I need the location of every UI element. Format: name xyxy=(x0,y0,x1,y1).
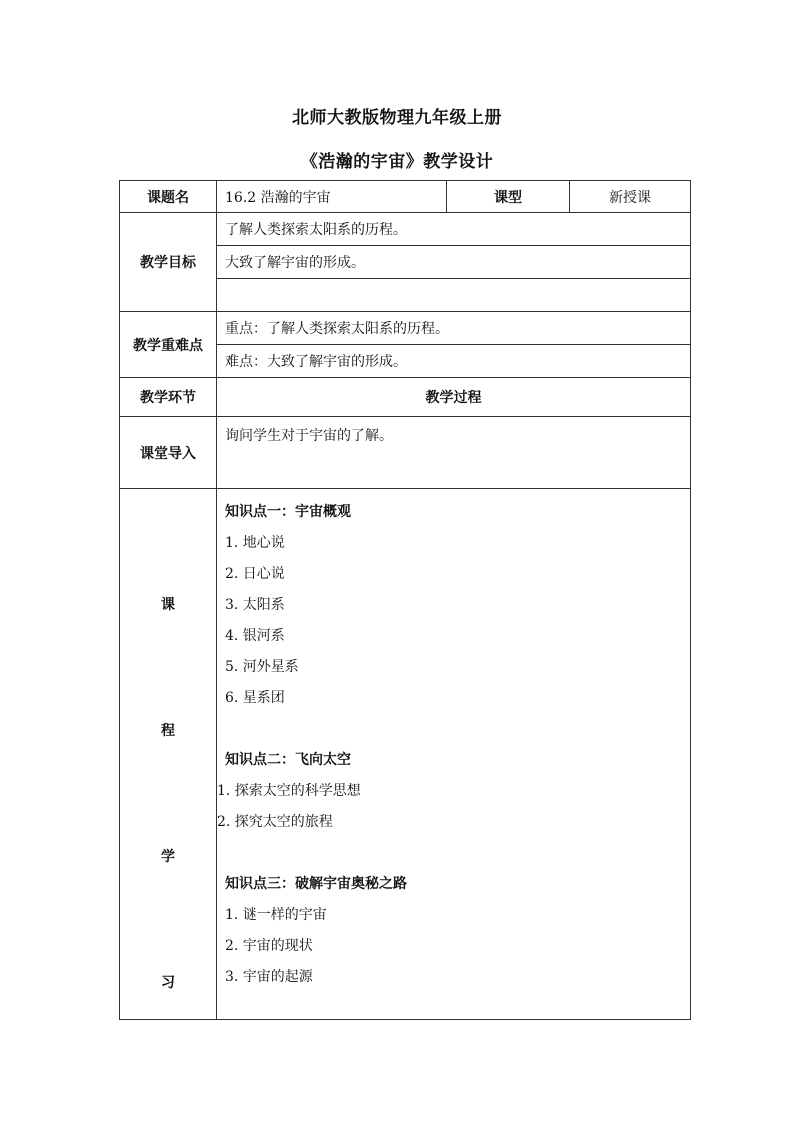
list-item: 2. 宇宙的现状 xyxy=(225,938,313,954)
learning-label-char: 习 xyxy=(161,975,175,991)
list-item: 5. 河外星系 xyxy=(225,659,299,675)
knowledge-point-heading: 知识点二：飞向太空 xyxy=(225,752,351,768)
objective-row xyxy=(120,213,691,246)
key-points-label: 教学重难点 xyxy=(120,312,217,378)
stage-header-row xyxy=(120,378,691,417)
intro-text: 询问学生对于宇宙的了解。 xyxy=(217,417,691,489)
knowledge-point-heading: 知识点一：宇宙概观 xyxy=(225,504,351,520)
list-item: 3. 宇宙的起源 xyxy=(225,969,313,985)
lesson-plan-table xyxy=(119,180,691,1020)
intro-label: 课堂导入 xyxy=(120,417,217,489)
list-item: 1. 探索太空的科学思想 xyxy=(217,783,361,799)
objective-item: 大致了解宇宙的形成。 xyxy=(217,246,691,279)
key-point-row xyxy=(120,312,691,345)
difficult-point-text: 难点：大致了解宇宙的形成。 xyxy=(217,345,691,378)
objective-item xyxy=(217,279,691,312)
knowledge-point-heading: 知识点三：破解宇宙奥秘之路 xyxy=(225,876,407,892)
intro-row xyxy=(120,417,691,489)
stage-label: 教学环节 xyxy=(120,378,217,417)
list-item: 6. 星系团 xyxy=(225,690,285,706)
lesson-type-value: 新授课 xyxy=(570,181,691,213)
learning-row xyxy=(120,489,691,1020)
list-item: 3. 太阳系 xyxy=(225,597,285,613)
learning-label xyxy=(120,489,217,1020)
learning-label-char: 学 xyxy=(161,849,175,865)
document-title: 北师大教版物理九年级上册 xyxy=(292,108,502,128)
learning-label-char: 课 xyxy=(161,597,175,613)
topic-label: 课题名 xyxy=(120,181,217,213)
lesson-type-label: 课型 xyxy=(447,181,570,213)
list-item: 4. 银河系 xyxy=(225,628,285,644)
key-point-text: 重点：了解人类探索太阳系的历程。 xyxy=(217,312,691,345)
learning-content xyxy=(217,489,691,1020)
topic-row xyxy=(120,181,691,213)
list-item: 1. 地心说 xyxy=(225,535,285,551)
objectives-label: 教学目标 xyxy=(120,213,217,312)
list-item: 2. 探究太空的旅程 xyxy=(217,814,333,830)
list-item: 2. 日心说 xyxy=(225,566,285,582)
objective-item: 了解人类探索太阳系的历程。 xyxy=(217,213,691,246)
list-item: 1. 谜一样的宇宙 xyxy=(225,907,327,923)
process-label: 教学过程 xyxy=(217,378,691,417)
learning-label-char: 程 xyxy=(161,723,175,739)
topic-value: 16.2 浩瀚的宇宙 xyxy=(217,181,447,213)
document-subtitle: 《浩瀚的宇宙》教学设计 xyxy=(300,152,494,172)
